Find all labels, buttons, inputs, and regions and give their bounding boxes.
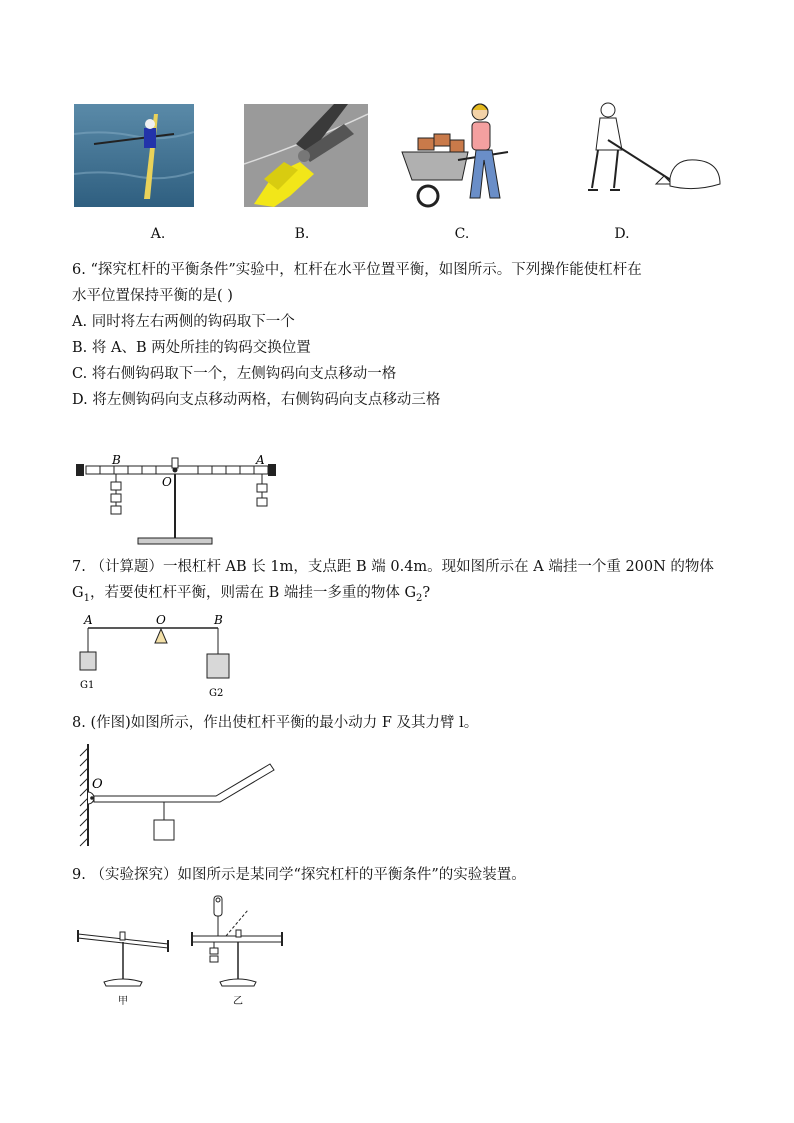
option-b-label: B. [294,226,310,242]
q8-stem: 8. (作图)如图所示，作出使杠杆平衡的最小动力 F 及其力臂 l。 [72,715,479,731]
q9-label-jia: 甲 [118,996,128,1006]
q9-stem: 9. （实验探究）如图所示是某同学“探究杠杆的平衡条件”的实验装置。 [72,867,526,883]
q7-label-a: A [84,613,93,627]
q6-lever-figure [72,452,282,550]
q6-option-b: B. 将 A、B 两处所挂的钩码交换位置 [72,340,311,356]
q6-stem-line2: 水平位置保持平衡的是( ) [72,288,233,304]
q7-g2-subscript: 2 [416,592,423,604]
q7-stem-suffix: ? [422,585,431,601]
q8-lever-figure [74,740,280,850]
option-a-rowing-image [74,104,194,207]
q6-stem-line1: 6. “探究杠杆的平衡条件”实验中，杠杆在水平位置平衡，如图所示。下列操作能使杠杆在 [72,262,642,278]
q7-label-g2: G2 [209,688,224,699]
q9-label-yi: 乙 [233,996,243,1006]
option-a-label: A. [150,226,166,242]
q7-stem-middle: ，若要使杠杆平衡，则需在 B 端挂一多重的物体 G [89,585,417,601]
option-d-crowbar-image [574,100,724,200]
q7-label-g1: G1 [80,680,95,691]
option-c-wheelbarrow-image [398,100,518,208]
q8-label-o: O [92,777,103,792]
q9-figure-yi [186,892,290,1006]
q6-label-b: B [112,453,121,467]
q9-figure-jia [72,920,176,1006]
q7-label-o: O [156,613,166,627]
q7-g1-subscript: 1 [83,592,90,604]
q7-stem-line1: 7. （计算题）一根杠杆 AB 长 1m，支点距 B 端 0.4m。现如图所示在 A 端挂一个重 200N 的物体 [72,559,714,575]
option-d-label: D. [614,226,630,242]
q6-option-c: C. 将右侧钩码取下一个，左侧钩码向支点移动一格 [72,366,397,382]
q6-label-o: O [162,475,172,489]
q6-option-a: A. 同时将左右两侧的钩码取下一个 [72,314,295,330]
q7-stem-line2 [72,580,430,612]
option-b-pliers-image [244,104,368,207]
q7-lever-figure [72,612,242,700]
q7-label-b: B [214,613,223,627]
q6-option-d: D. 将左侧钩码向支点移动两格，右侧钩码向支点移动三格 [72,392,441,408]
q7-g1-letter: G [72,585,84,601]
option-c-label: C. [454,226,470,242]
q6-label-a: A [256,453,265,467]
